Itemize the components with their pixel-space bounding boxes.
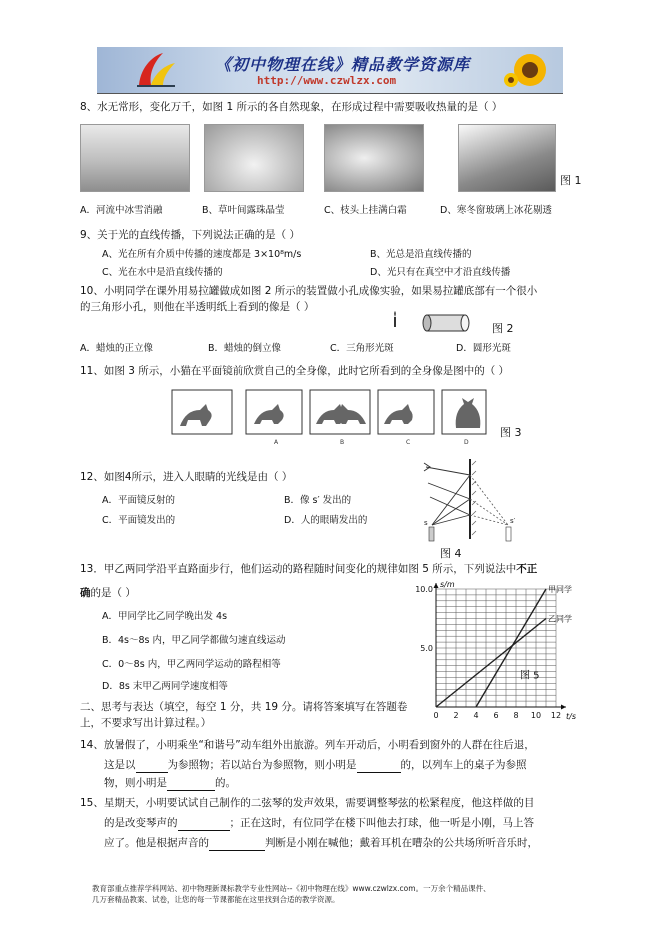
q14-line-1: 14、放暑假了，小明乘坐“和谐号”动车组外出旅游。列车开动后，小明看到窗外的人群在往后退，	[80, 739, 535, 751]
q15-line-3	[104, 836, 538, 851]
q12-option-d: D．人的眼睛发出的	[284, 515, 368, 526]
sunflower-image	[503, 50, 557, 90]
q8-photo-d	[458, 124, 556, 192]
fig4-point-s: s	[424, 519, 428, 527]
x-tick-label: 2	[453, 711, 459, 720]
x-tick-label: 10	[530, 711, 542, 720]
section2-line-1: 二、思考与表达（填空，每空 1 分，共 19 分。请将答案填写在答题卷	[80, 701, 408, 713]
fig2-pinhole-camera	[393, 309, 483, 335]
q9-option-b: B、光总是沿直线传播的	[370, 249, 472, 260]
footer-line-2: 几万套精品教案、试卷，让您的每一节课都能在这里找到合适的教学资源。	[92, 895, 340, 904]
q8-photo-a	[80, 124, 190, 192]
q15-line-2b: ；正在这时，有位同学在楼下叫他去打球，他一听是小刚，马上答	[229, 817, 534, 829]
q15-blank-1[interactable]	[178, 816, 230, 831]
q10-stem-1: 10、小明同学在课外用易拉罐做成如图 2 所示的装置做小孔成像实验，如果易拉罐底部有一个很小	[80, 285, 538, 297]
fig3-choice-d: D	[464, 439, 469, 446]
fig1-label: 图 1	[560, 174, 582, 187]
banner-title: 《初中物理在线》精品教学资源库	[215, 55, 471, 74]
q14-blank-3[interactable]	[167, 776, 215, 791]
q11-stem: 11、如图 3 所示，小猫在平面镜前欣赏自己的全身像，此时它所看到的全身像是图中的（ ）	[80, 365, 510, 377]
series-label-jia: 甲同学	[548, 585, 572, 594]
q15-line-3a: 应了。他是根据声音的	[104, 837, 209, 849]
q9-option-a: A、光在所有介质中传播的速度都是 3×10⁸m/s	[102, 249, 302, 260]
fig4-mirror-diagram	[418, 455, 518, 545]
q15-line-1: 15、星期天，小明要试试自己制作的二弦琴的发声效果，需要调整琴弦的松紧程度，他这样做的目	[80, 797, 535, 809]
q15-line-3b: 判断是小刚在喊他；戴着耳机在嘈杂的公共场所听音乐时，	[265, 837, 538, 849]
y-axis-label: s/m	[440, 580, 455, 589]
x-tick-label: 12	[550, 711, 562, 720]
q14-blank-2[interactable]	[357, 758, 401, 773]
series-label-yi: 乙同学	[548, 614, 572, 624]
q14-line-3	[104, 776, 236, 791]
fig3-choice-b: B	[340, 439, 345, 446]
q14-line-2b: 为参照物；若以站台为参照物，则小明是	[167, 759, 357, 771]
q10-option-a: A．蜡烛的正立像	[80, 343, 153, 354]
q12-stem: 12、如图4所示，进入人眼睛的光线是由（ ）	[80, 471, 293, 483]
q10-option-c: C．三角形光斑	[330, 343, 394, 354]
y-tick-label: 5.0	[420, 644, 433, 653]
q10-option-b: B．蜡烛的倒立像	[208, 343, 282, 354]
fig5-chart	[404, 577, 600, 722]
fig3-label: 图 3	[500, 426, 522, 439]
q13-stem-1-text: 13．甲乙两同学沿平直路面步行，他们运动的路程随时间变化的规律如图 5 所示，下列说法中	[80, 563, 517, 575]
q14-line-2a: 这是以	[104, 759, 136, 771]
section2-line-2: 上，不要求写出计算过程。）	[80, 717, 212, 729]
q10-option-d: D．圆形光斑	[456, 343, 511, 354]
x-tick-label: 0	[433, 711, 439, 720]
y-axis-arrow	[434, 583, 439, 588]
fig3-cat-mirror	[170, 386, 490, 446]
q8-option-b: B、草叶间露珠晶莹	[202, 205, 285, 216]
page-footer	[92, 883, 572, 905]
q9-stem: 9、关于光的直线传播，下列说法正确的是（ ）	[80, 229, 301, 241]
q13-option-d: D．8s 末甲乙两同学速度相等	[102, 681, 228, 692]
q13-option-c: C．0～8s 内，甲乙两同学运动的路程相等	[102, 659, 281, 670]
q13-option-b: B．4s～8s 内，甲乙同学都做匀速直线运动	[102, 635, 286, 646]
fig4-label: 图 4	[440, 547, 462, 560]
q13-stem-2-bold: 确	[80, 587, 91, 599]
q12-option-a: A．平面镜反射的	[102, 495, 175, 506]
fig3-choice-c: C	[406, 439, 411, 446]
q13-stem-1	[80, 562, 537, 576]
q8-option-d: D、寒冬窗玻璃上冰花剔透	[440, 205, 552, 216]
q13-stem-2-text: 的是（ ）	[90, 587, 136, 599]
fig4-point-s-image: s′	[510, 517, 516, 525]
banner-url[interactable]: http://www.czwlzx.com	[257, 74, 397, 87]
x-tick-label: 4	[473, 711, 479, 720]
q14-line-2c: 的，以列车上的桌子为参照	[400, 759, 527, 771]
q10-stem-2: 的三角形小孔，则他在半透明纸上看到的像是（ ）	[80, 301, 315, 313]
q14-line-3a: 物，则小明是	[104, 777, 167, 789]
q8-photo-b	[204, 124, 304, 192]
fig3-choice-a: A	[274, 439, 279, 446]
logo	[133, 51, 179, 89]
q15-line-2a: 的是改变琴声的	[104, 817, 178, 829]
q12-option-b: B．像 s′ 发出的	[284, 495, 352, 506]
footer-line-1: 教育部重点推荐学科网站、初中物理新课标教学专业性网站--《初中物理在线》www.czwlzx.com。一万余个精品课件、	[92, 884, 491, 893]
fig5-label: 图 5	[520, 670, 540, 682]
q13-stem-2	[80, 586, 136, 600]
q14-blank-1[interactable]	[136, 758, 168, 773]
x-axis-arrow	[561, 705, 566, 710]
q15-line-2	[104, 816, 534, 831]
q8-stem: 8、水无常形，变化万千，如图 1 所示的各自然现象，在形成过程中需要吸收热量的是（ ）	[80, 101, 503, 113]
q12-option-c: C．平面镜发出的	[102, 515, 176, 526]
q14-line-3b: 的。	[215, 777, 236, 789]
q8-option-a: A．河流中冰雪消融	[80, 205, 163, 216]
q8-option-c: C、枝头上挂满白霜	[324, 205, 407, 216]
x-tick-label: 6	[493, 711, 499, 720]
x-axis-label: t/s	[566, 712, 576, 721]
series-line-yi	[436, 619, 546, 708]
q14-line-2	[104, 758, 527, 773]
x-tick-label: 8	[513, 711, 519, 720]
q9-option-d: D、光只有在真空中才沿直线传播	[370, 267, 511, 278]
fig2-label: 图 2	[492, 322, 514, 335]
header-banner	[97, 47, 563, 94]
q9-option-c: C、光在水中是沿直线传播的	[102, 267, 223, 278]
fig5-chart-svg	[404, 577, 600, 722]
q13-stem-1-bold: 不正	[516, 563, 538, 575]
q8-photo-c	[324, 124, 424, 192]
q15-blank-2[interactable]	[209, 836, 265, 851]
q13-option-a: A．甲同学比乙同学晚出发 4s	[102, 611, 228, 622]
y-tick-label: 10.0	[415, 585, 433, 594]
